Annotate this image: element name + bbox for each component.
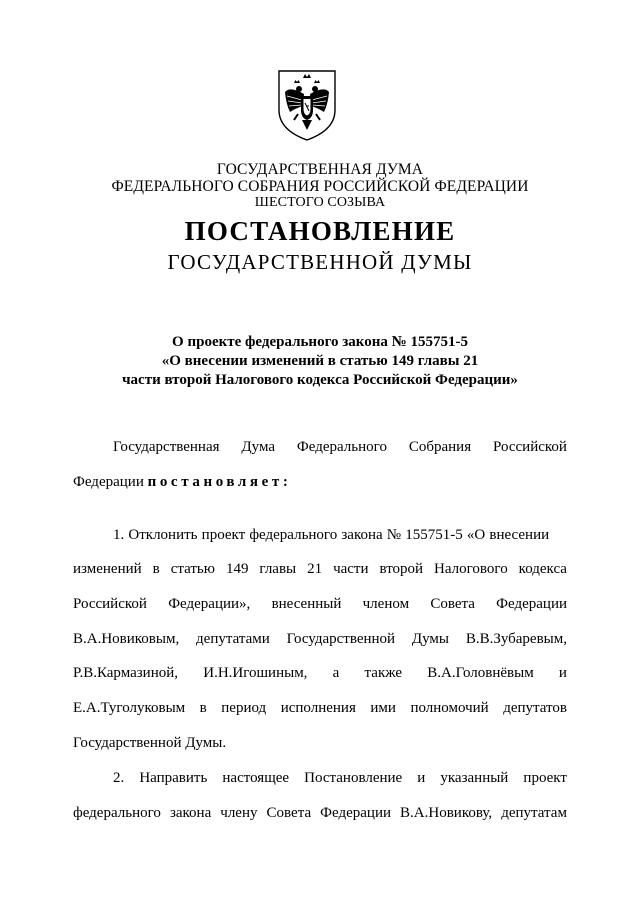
word: В.А.Новикову, <box>400 805 493 821</box>
word: Дума <box>241 439 276 455</box>
word: Федерального <box>296 439 387 455</box>
word: Думы <box>411 631 449 647</box>
item2-line-1 <box>113 768 567 788</box>
word: Е.А.Туголуковым <box>73 700 186 716</box>
word: Совета <box>430 596 475 612</box>
word: а <box>332 665 340 681</box>
word: Государственной <box>286 631 396 647</box>
word: депутатов <box>503 700 567 716</box>
word: главы <box>259 561 297 577</box>
subject-line-3: части второй Налогового кодекса Российской Федерации» <box>122 372 518 388</box>
word: ими <box>370 700 396 716</box>
word: и <box>417 770 426 786</box>
word: проект <box>523 770 567 786</box>
word: В.А.Новиковым, <box>73 631 180 647</box>
word: Совета <box>266 805 312 821</box>
word: Направить <box>139 770 208 786</box>
word: части <box>333 561 369 577</box>
word: Федерации <box>496 596 567 612</box>
word: Государственная <box>113 439 220 455</box>
item2-line-2 <box>73 803 567 823</box>
word: период <box>221 700 267 716</box>
word: депутатам <box>501 805 567 821</box>
item1-line-2 <box>73 559 567 579</box>
preamble-verb: постановляет: <box>147 474 292 490</box>
word: И.Н.Игошиным, <box>203 665 308 681</box>
word: второй <box>379 561 424 577</box>
word: в <box>152 561 160 577</box>
subject-line-1: О проекте федерального закона № 155751-5 <box>172 334 468 350</box>
document-subtitle: ГОСУДАРСТВЕННОЙ ДУМЫ <box>167 250 473 274</box>
word: полномочий <box>410 700 489 716</box>
item1-line-4 <box>73 629 567 649</box>
word: федерального <box>73 805 161 821</box>
word: в <box>199 700 207 716</box>
word: исполнения <box>280 700 356 716</box>
header-federal-assembly: ФЕДЕРАЛЬНОГО СОБРАНИЯ РОССИЙСКОЙ ФЕДЕРАЦИИ <box>111 178 529 195</box>
document-title: ПОСТАНОВЛЕНИЕ <box>184 216 456 246</box>
word: 21 <box>307 561 323 577</box>
word: члену <box>220 805 258 821</box>
word: Федерации», <box>168 596 251 612</box>
word: 149 <box>225 561 249 577</box>
double-headed-eagle-icon <box>276 68 338 142</box>
item1-line-7: Государственной Думы. <box>73 735 227 751</box>
word: 2. <box>113 770 125 786</box>
word: Российской <box>493 439 567 455</box>
word: В.В.Зубаревым, <box>465 631 567 647</box>
word: депутатами <box>196 631 270 647</box>
item1-line-6 <box>73 698 567 718</box>
word: Российской <box>73 596 147 612</box>
item1-line-3 <box>73 594 567 614</box>
subject-line-2: «О внесении изменений в статью 149 главы 21 <box>161 353 479 369</box>
word: также <box>364 665 403 681</box>
state-emblem <box>276 68 338 142</box>
word: внесенный <box>271 596 342 612</box>
word: и <box>558 665 567 681</box>
preamble-line-1 <box>113 437 567 457</box>
word: Налогового <box>434 561 508 577</box>
word: указанный <box>440 770 509 786</box>
word: Р.В.Кармазиной, <box>73 665 179 681</box>
item1-line-1: 1. Отклонить проект федерального закона № 155751-5 «О внесении <box>113 527 550 543</box>
header-duma: ГОСУДАРСТВЕННАЯ ДУМА <box>216 161 424 178</box>
word: В.А.Головнёвым <box>427 665 534 681</box>
preamble-line-2 <box>73 472 567 492</box>
word: Постановление <box>304 770 403 786</box>
item1-line-5 <box>73 663 567 683</box>
word: статью <box>170 561 215 577</box>
word: Собрания <box>408 439 472 455</box>
header-convocation: ШЕСТОГО СОЗЫВА <box>254 195 386 210</box>
preamble-subject: Федерации <box>73 474 148 490</box>
word: настоящее <box>222 770 290 786</box>
word: членом <box>362 596 410 612</box>
word: Федерации <box>320 805 391 821</box>
word: изменений <box>73 561 142 577</box>
word: кодекса <box>518 561 567 577</box>
word: закона <box>169 805 212 821</box>
